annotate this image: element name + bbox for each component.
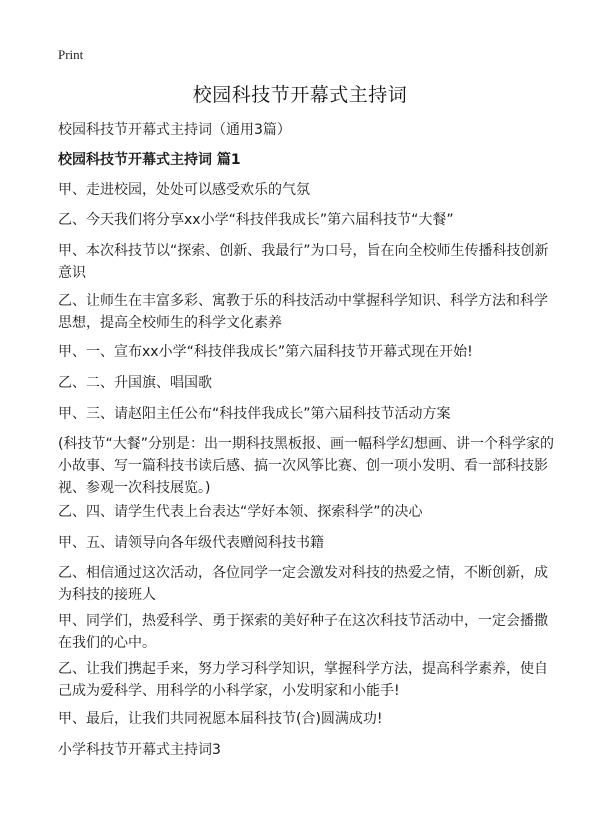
paragraph-8: (科技节“大餐”分别是：出一期科技黑板报、画一幅科学幻想画、讲一个科学家的小故事、写一篇科技书读后感、搞一次风筝比赛、创一项小发明、看一部科技影视、参观一次科技展览。) [58, 436, 554, 496]
document-subtitle: 校园科技节开幕式主持词（通用3篇） [58, 122, 291, 138]
paragraph-2: 乙、今天我们将分享xx小学“科技伴我成长”第六届科技节“大餐” [58, 212, 454, 228]
paragraph-14: 甲、最后，让我们共同祝愿本届科技节(合)圆满成功! [58, 711, 383, 727]
section-heading: 校园科技节开幕式主持词 篇1 [58, 152, 241, 168]
paragraph-13: 乙、让我们携起手来，努力学习科学知识，掌握科学方法，提高科学素养，使自己成为爱科学、用科学的小科学家，小发明家和小能手! [58, 661, 548, 699]
paragraph-15: 小学科技节开幕式主持词3 [58, 742, 221, 758]
paragraph-4: 乙、让师生在丰富多彩、寓教于乐的科技活动中掌握科学知识、科学方法和科学思想，提高全校师生的科学文化素养 [58, 293, 548, 331]
paragraph-6: 乙、二、升国旗、唱国歌 [58, 375, 212, 391]
paragraph-11: 乙、相信通过这次活动，各位同学一定会激发对科技的热爱之情，不断创新，成为科技的接班人 [58, 565, 548, 603]
paragraph-5: 甲、一、宣布xx小学“科技伴我成长”第六届科技节开幕式现在开始! [58, 344, 473, 360]
paragraph-7: 甲、三、请赵阳主任公布“科技伴我成长”第六届科技节活动方案 [58, 406, 451, 422]
print-link[interactable]: Print [58, 47, 84, 62]
paragraph-1: 甲、走进校园，处处可以感受欢乐的气氛 [58, 182, 310, 198]
paragraph-10: 甲、五、请领导向各年级代表赠阅科技书籍 [58, 535, 324, 551]
paragraph-3: 甲、本次科技节以“探索、创新、我最行”为口号，旨在向全校师生传播科技创新意识 [58, 243, 549, 281]
paragraph-12: 甲、同学们，热爱科学、勇于探索的美好种子在这次科技节活动中，一定会播撒在我们的心中。 [58, 613, 548, 651]
paragraph-9: 乙、四、请学生代表上台表达“学好本领、探索科学”的决心 [58, 504, 423, 520]
page-title: 校园科技节开幕式主持词 [192, 84, 408, 106]
